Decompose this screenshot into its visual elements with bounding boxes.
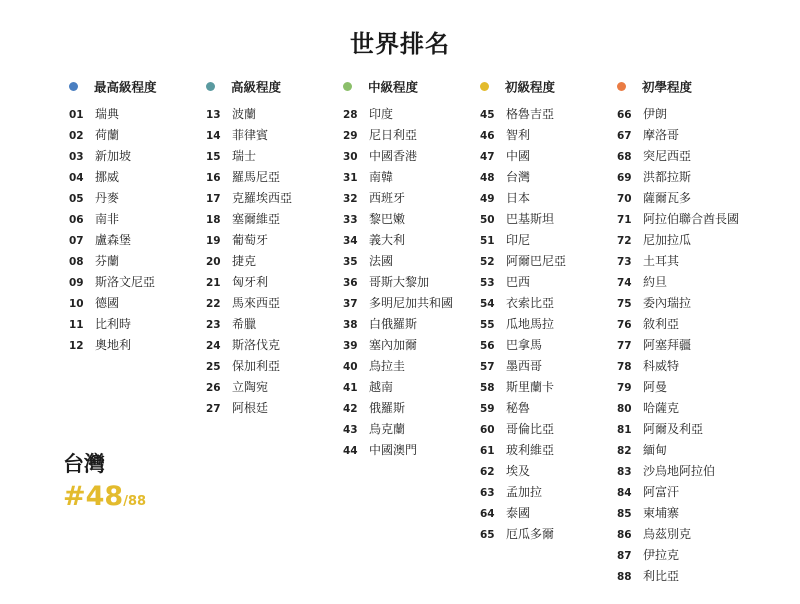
country-name: 南韓 xyxy=(369,170,394,184)
ranking-row xyxy=(617,459,739,480)
ranking-row xyxy=(69,312,157,333)
rank-number: 33 xyxy=(343,214,358,226)
country-name: 多明尼加共和國 xyxy=(369,296,454,310)
country-name: 俄羅斯 xyxy=(369,401,406,415)
ranking-row xyxy=(343,354,453,375)
country-name: 斯洛伐克 xyxy=(232,338,281,352)
country-name: 烏茲別克 xyxy=(643,527,692,541)
country-name: 希臘 xyxy=(232,317,257,331)
rank-number: 27 xyxy=(206,403,221,415)
rank-number: 85 xyxy=(617,508,632,520)
ranking-row xyxy=(206,228,292,249)
rank-number: 17 xyxy=(206,193,221,205)
tier-column xyxy=(343,79,453,459)
tier-header xyxy=(617,79,739,95)
ranking-row xyxy=(69,123,157,144)
country-name: 中國澳門 xyxy=(369,443,418,457)
ranking-row xyxy=(206,333,292,354)
country-name: 塞爾維亞 xyxy=(232,212,281,226)
rank-number: 23 xyxy=(206,319,221,331)
rank-number: 72 xyxy=(617,235,632,247)
country-name: 白俄羅斯 xyxy=(369,317,418,331)
country-name: 黎巴嫩 xyxy=(369,212,406,226)
rank-number: 15 xyxy=(206,151,221,163)
country-name: 瑞士 xyxy=(232,149,257,163)
tier-color-dot-icon xyxy=(206,82,215,91)
country-name: 玻利維亞 xyxy=(506,443,555,457)
ranking-row xyxy=(206,312,292,333)
rank-number: 35 xyxy=(343,256,358,268)
tier-color-dot-icon xyxy=(480,82,489,91)
ranking-row xyxy=(480,312,566,333)
country-name: 越南 xyxy=(369,380,394,394)
country-name: 瓜地馬拉 xyxy=(506,317,555,331)
ranking-row xyxy=(480,144,566,165)
country-name: 泰國 xyxy=(506,506,531,520)
country-name: 瑞典 xyxy=(95,107,120,121)
ranking-row xyxy=(343,207,453,228)
ranking-row xyxy=(617,333,739,354)
ranking-row xyxy=(206,354,292,375)
ranking-row xyxy=(480,249,566,270)
rank-number: 08 xyxy=(69,256,84,268)
rank-number: 51 xyxy=(480,235,495,247)
rank-number: 05 xyxy=(69,193,84,205)
highlight-total: /88 xyxy=(123,494,147,509)
country-name: 阿爾及利亞 xyxy=(643,422,704,436)
ranking-row xyxy=(480,354,566,375)
country-name: 奧地利 xyxy=(95,338,132,352)
ranking-row xyxy=(480,396,566,417)
ranking-row xyxy=(69,207,157,228)
ranking-row xyxy=(617,564,739,585)
ranking-row xyxy=(343,333,453,354)
country-name: 阿爾巴尼亞 xyxy=(506,254,567,268)
rank-number: 75 xyxy=(617,298,632,310)
ranking-row xyxy=(617,228,739,249)
ranking-row xyxy=(343,102,453,123)
rank-number: 47 xyxy=(480,151,495,163)
country-name: 中國香港 xyxy=(369,149,418,163)
country-name: 克羅埃西亞 xyxy=(232,191,293,205)
country-name: 比利時 xyxy=(95,317,132,331)
rank-number: 67 xyxy=(617,130,632,142)
country-name: 匈牙利 xyxy=(232,275,269,289)
country-name: 印尼 xyxy=(506,233,531,247)
ranking-row xyxy=(480,270,566,291)
country-name: 波蘭 xyxy=(232,107,257,121)
rank-number: 50 xyxy=(480,214,495,226)
country-name: 埃及 xyxy=(506,464,531,478)
ranking-row xyxy=(617,165,739,186)
rank-number: 22 xyxy=(206,298,221,310)
ranking-row xyxy=(480,333,566,354)
rank-number: 31 xyxy=(343,172,358,184)
country-name: 衣索比亞 xyxy=(506,296,555,310)
ranking-row xyxy=(343,396,453,417)
rank-number: 49 xyxy=(480,193,495,205)
country-name: 敘利亞 xyxy=(643,317,680,331)
rank-number: 13 xyxy=(206,109,221,121)
rank-number: 61 xyxy=(480,445,495,457)
rank-number: 45 xyxy=(480,109,495,121)
country-name: 西班牙 xyxy=(369,191,406,205)
ranking-row xyxy=(617,375,739,396)
highlight-country-name: 台灣 xyxy=(63,452,105,476)
ranking-row xyxy=(206,123,292,144)
ranking-row xyxy=(206,249,292,270)
ranking-row xyxy=(480,291,566,312)
ranking-row xyxy=(206,291,292,312)
rank-number: 48 xyxy=(480,172,495,184)
ranking-row xyxy=(617,186,739,207)
rank-number: 83 xyxy=(617,466,632,478)
ranking-row xyxy=(480,186,566,207)
ranking-row xyxy=(206,270,292,291)
country-name: 烏拉圭 xyxy=(369,359,406,373)
ranking-row xyxy=(480,165,566,186)
ranking-row xyxy=(617,144,739,165)
country-name: 捷克 xyxy=(232,254,257,268)
ranking-row xyxy=(480,501,566,522)
ranking-row xyxy=(480,438,566,459)
country-name: 阿富汗 xyxy=(643,485,680,499)
rank-number: 53 xyxy=(480,277,495,289)
rank-number: 32 xyxy=(343,193,358,205)
country-name: 委內瑞拉 xyxy=(643,296,692,310)
rank-number: 11 xyxy=(69,319,84,331)
rank-number: 18 xyxy=(206,214,221,226)
rank-number: 12 xyxy=(69,340,84,352)
country-name: 巴拿馬 xyxy=(506,338,543,352)
ranking-row xyxy=(617,417,739,438)
ranking-row xyxy=(206,375,292,396)
ranking-row xyxy=(343,270,453,291)
ranking-row xyxy=(343,291,453,312)
rank-number: 01 xyxy=(69,109,84,121)
country-name: 保加利亞 xyxy=(232,359,281,373)
country-name: 馬來西亞 xyxy=(232,296,281,310)
ranking-row xyxy=(617,522,739,543)
rank-number: 34 xyxy=(343,235,358,247)
ranking-row xyxy=(617,480,739,501)
tier-header xyxy=(343,79,453,95)
rank-number: 74 xyxy=(617,277,632,289)
ranking-row xyxy=(69,249,157,270)
rank-number: 26 xyxy=(206,382,221,394)
country-name: 阿曼 xyxy=(643,380,668,394)
country-name: 南非 xyxy=(95,212,120,226)
ranking-row xyxy=(69,270,157,291)
tier-label: 初級程度 xyxy=(505,79,556,95)
country-name: 科威特 xyxy=(643,359,680,373)
rank-number: 46 xyxy=(480,130,495,142)
rank-number: 37 xyxy=(343,298,358,310)
tier-color-dot-icon xyxy=(343,82,352,91)
ranking-row xyxy=(206,165,292,186)
country-name: 洪都拉斯 xyxy=(643,170,692,184)
page-title: 世界排名 xyxy=(350,30,450,58)
country-name: 立陶宛 xyxy=(232,380,269,394)
tier-column xyxy=(206,79,292,417)
rank-number: 06 xyxy=(69,214,84,226)
tier-label: 中級程度 xyxy=(368,79,419,95)
highlight-block xyxy=(63,450,146,519)
rank-number: 56 xyxy=(480,340,495,352)
country-name: 德國 xyxy=(95,296,120,310)
tier-column xyxy=(480,79,566,543)
ranking-row xyxy=(206,186,292,207)
country-name: 阿拉伯聯合酋長國 xyxy=(643,212,740,226)
ranking-row xyxy=(69,165,157,186)
country-name: 利比亞 xyxy=(643,569,680,583)
country-name: 丹麥 xyxy=(95,191,120,205)
rank-number: 77 xyxy=(617,340,632,352)
country-name: 墨西哥 xyxy=(506,359,543,373)
country-name: 菲律賓 xyxy=(232,128,269,142)
country-name: 孟加拉 xyxy=(506,485,543,499)
country-name: 哈薩克 xyxy=(643,401,680,415)
ranking-row xyxy=(69,102,157,123)
ranking-row xyxy=(617,501,739,522)
country-name: 塞內加爾 xyxy=(369,338,418,352)
rank-number: 87 xyxy=(617,550,632,562)
rank-number: 44 xyxy=(343,445,358,457)
rank-number: 82 xyxy=(617,445,632,457)
rank-number: 25 xyxy=(206,361,221,373)
rank-number: 57 xyxy=(480,361,495,373)
country-name: 巴西 xyxy=(506,275,531,289)
rank-number: 28 xyxy=(343,109,358,121)
country-name: 荷蘭 xyxy=(95,128,120,142)
country-name: 哥倫比亞 xyxy=(506,422,555,436)
ranking-row xyxy=(480,375,566,396)
highlight-rank-display xyxy=(63,480,146,519)
country-name: 尼日利亞 xyxy=(369,128,418,142)
country-name: 芬蘭 xyxy=(95,254,120,268)
rank-number: 41 xyxy=(343,382,358,394)
rank-number: 60 xyxy=(480,424,495,436)
ranking-row xyxy=(480,102,566,123)
country-name: 義大利 xyxy=(369,233,406,247)
country-name: 摩洛哥 xyxy=(643,128,680,142)
country-name: 挪威 xyxy=(95,170,120,184)
ranking-row xyxy=(480,480,566,501)
rank-number: 40 xyxy=(343,361,358,373)
ranking-row xyxy=(480,207,566,228)
country-name: 突尼西亞 xyxy=(643,149,692,163)
rank-number: 69 xyxy=(617,172,632,184)
rank-number: 76 xyxy=(617,319,632,331)
rank-number: 84 xyxy=(617,487,632,499)
rank-number: 43 xyxy=(343,424,358,436)
rank-number: 19 xyxy=(206,235,221,247)
ranking-row xyxy=(343,123,453,144)
country-name: 薩爾瓦多 xyxy=(643,191,692,205)
rank-number: 09 xyxy=(69,277,84,289)
ranking-row xyxy=(617,102,739,123)
country-name: 新加坡 xyxy=(95,149,132,163)
country-name: 烏克蘭 xyxy=(369,422,406,436)
ranking-row xyxy=(343,186,453,207)
tier-header xyxy=(480,79,566,95)
ranking-row xyxy=(480,123,566,144)
country-name: 阿塞拜疆 xyxy=(643,338,692,352)
rank-number: 70 xyxy=(617,193,632,205)
ranking-row xyxy=(617,249,739,270)
rank-number: 39 xyxy=(343,340,358,352)
rank-number: 88 xyxy=(617,571,632,583)
tier-column xyxy=(617,79,739,585)
tier-label: 最高級程度 xyxy=(94,79,157,95)
country-name: 斯里蘭卡 xyxy=(506,380,555,394)
country-name: 中國 xyxy=(506,149,531,163)
country-name: 伊朗 xyxy=(643,107,668,121)
ranking-row xyxy=(617,543,739,564)
rank-number: 80 xyxy=(617,403,632,415)
ranking-row xyxy=(617,438,739,459)
country-name: 尼加拉瓜 xyxy=(643,233,692,247)
country-name: 阿根廷 xyxy=(232,401,269,415)
tier-color-dot-icon xyxy=(69,82,78,91)
rank-number: 63 xyxy=(480,487,495,499)
rank-number: 36 xyxy=(343,277,358,289)
rank-number: 66 xyxy=(617,109,632,121)
country-name: 日本 xyxy=(506,191,531,205)
ranking-row xyxy=(480,417,566,438)
ranking-row xyxy=(480,459,566,480)
ranking-row xyxy=(69,144,157,165)
ranking-row xyxy=(69,333,157,354)
country-name: 格魯吉亞 xyxy=(506,107,555,121)
ranking-row xyxy=(206,102,292,123)
country-name: 盧森堡 xyxy=(95,233,132,247)
rank-number: 30 xyxy=(343,151,358,163)
tier-header xyxy=(206,79,292,95)
rank-number: 03 xyxy=(69,151,84,163)
country-name: 土耳其 xyxy=(643,254,680,268)
tier-color-dot-icon xyxy=(617,82,626,91)
tier-label: 高級程度 xyxy=(231,79,282,95)
ranking-row xyxy=(480,228,566,249)
rank-number: 59 xyxy=(480,403,495,415)
rank-number: 71 xyxy=(617,214,632,226)
country-name: 沙烏地阿拉伯 xyxy=(643,464,716,478)
rank-number: 29 xyxy=(343,130,358,142)
country-name: 斯洛文尼亞 xyxy=(95,275,156,289)
rank-number: 54 xyxy=(480,298,495,310)
country-name: 葡萄牙 xyxy=(232,233,269,247)
country-name: 台灣 xyxy=(506,170,531,184)
ranking-row xyxy=(343,165,453,186)
ranking-row xyxy=(69,228,157,249)
rank-number: 14 xyxy=(206,130,221,142)
ranking-row xyxy=(343,228,453,249)
ranking-row xyxy=(617,270,739,291)
tier-column xyxy=(69,79,157,354)
country-name: 哥斯大黎加 xyxy=(369,275,430,289)
rank-number: 81 xyxy=(617,424,632,436)
ranking-row xyxy=(343,417,453,438)
rank-number: 79 xyxy=(617,382,632,394)
ranking-row xyxy=(617,312,739,333)
ranking-row xyxy=(617,354,739,375)
country-name: 巴基斯坦 xyxy=(506,212,555,226)
rank-number: 58 xyxy=(480,382,495,394)
country-name: 厄瓜多爾 xyxy=(506,527,555,541)
rank-number: 86 xyxy=(617,529,632,541)
ranking-row xyxy=(343,249,453,270)
ranking-row xyxy=(343,375,453,396)
ranking-row xyxy=(343,438,453,459)
rank-number: 62 xyxy=(480,466,495,478)
rank-number: 16 xyxy=(206,172,221,184)
ranking-row xyxy=(69,291,157,312)
ranking-row xyxy=(206,396,292,417)
rank-number: 52 xyxy=(480,256,495,268)
rank-number: 55 xyxy=(480,319,495,331)
country-name: 伊拉克 xyxy=(643,548,680,562)
ranking-row xyxy=(343,312,453,333)
rank-number: 20 xyxy=(206,256,221,268)
country-name: 印度 xyxy=(369,107,394,121)
ranking-row xyxy=(617,123,739,144)
rank-number: 42 xyxy=(343,403,358,415)
rank-number: 38 xyxy=(343,319,358,331)
ranking-row xyxy=(343,144,453,165)
country-name: 緬甸 xyxy=(643,443,668,457)
rank-number: 24 xyxy=(206,340,221,352)
rank-number: 78 xyxy=(617,361,632,373)
rank-number: 64 xyxy=(480,508,495,520)
ranking-row xyxy=(206,207,292,228)
ranking-row xyxy=(617,291,739,312)
rank-number: 07 xyxy=(69,235,84,247)
rank-number: 10 xyxy=(69,298,84,310)
rank-number: 02 xyxy=(69,130,84,142)
highlight-rank: #48 xyxy=(63,481,124,512)
country-name: 智利 xyxy=(506,128,531,142)
ranking-row xyxy=(617,207,739,228)
ranking-row xyxy=(480,522,566,543)
rank-number: 04 xyxy=(69,172,84,184)
ranking-row xyxy=(617,396,739,417)
ranking-row xyxy=(206,144,292,165)
rank-number: 73 xyxy=(617,256,632,268)
tier-label: 初學程度 xyxy=(642,79,693,95)
country-name: 約旦 xyxy=(643,275,668,289)
rank-number: 65 xyxy=(480,529,495,541)
country-name: 柬埔寨 xyxy=(643,506,680,520)
country-name: 羅馬尼亞 xyxy=(232,170,281,184)
country-name: 法國 xyxy=(369,254,394,268)
country-name: 秘魯 xyxy=(506,401,531,415)
tier-header xyxy=(69,79,157,95)
rank-number: 21 xyxy=(206,277,221,289)
ranking-row xyxy=(69,186,157,207)
rank-number: 68 xyxy=(617,151,632,163)
